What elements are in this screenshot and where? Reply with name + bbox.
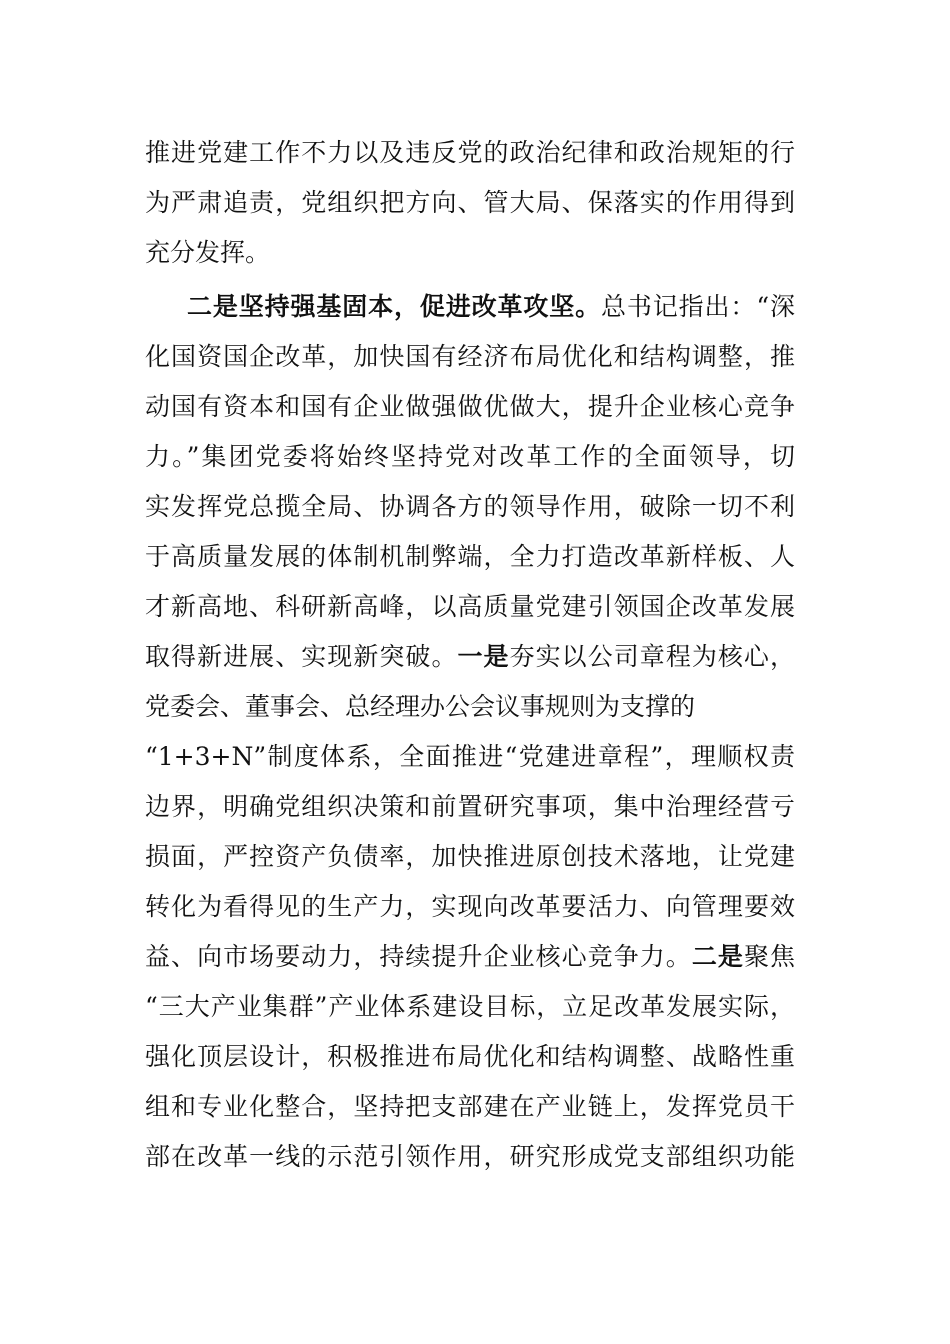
- paragraph-2-line-4: 力。”集团党委将始终坚持党对改革工作的全面领导，切: [145, 442, 795, 471]
- paragraph-2-line-8-post: 夯实以公司章程为核心，: [509, 642, 795, 671]
- paragraph-2-line-8-pre: 取得新进展、实现新突破。: [145, 642, 458, 671]
- paragraph-2-line-3: 动国有资本和国有企业做强做优做大，提升企业核心竞争: [145, 392, 795, 421]
- paragraph-2-line-16: 强化顶层设计，积极推进布局优化和结构调整、战略性重: [145, 1042, 795, 1071]
- paragraph-2-line-2: 化国资国企改革，加快国有经济布局优化和结构调整，推: [145, 342, 795, 371]
- paragraph-2-line-13: 转化为看得见的生产力，实现向改革要活力、向管理要效: [145, 892, 795, 921]
- paragraph-1-line-3: 充分发挥。: [145, 238, 271, 267]
- paragraph-2-line-15: “三大产业集群”产业体系建设目标，立足改革发展实际，: [145, 992, 795, 1021]
- paragraph-1-line-1: 推进党建工作不力以及违反党的政治纪律和政治规矩的行: [145, 138, 795, 167]
- paragraph-2-line-7: 才新高地、科研新高峰，以高质量党建引领国企改革发展: [145, 592, 795, 621]
- document-body: [145, 128, 795, 1182]
- paragraph-2-line-5: 实发挥党总揽全局、协调各方的领导作用，破除一切不利: [145, 492, 795, 521]
- paragraph-2-line-18: 部在改革一线的示范引领作用，研究形成党支部组织功能: [145, 1142, 795, 1171]
- paragraph-2-line-17: 组和专业化整合，坚持把支部建在产业链上，发挥党员干: [145, 1092, 795, 1121]
- paragraph-2-line-14-pre: 益、向市场要动力，持续提升企业核心竞争力。: [145, 942, 692, 971]
- paragraph-2-line-6: 于高质量发展的体制机制弊端，全力打造改革新样板、人: [145, 542, 795, 571]
- paragraph-2-line-1-text: 总书记指出：“深: [601, 292, 795, 321]
- paragraph-2-heading: 二是坚持强基固本，促进改革攻坚。: [187, 292, 602, 321]
- paragraph-2-line-10: “1+3+N”制度体系，全面推进“党建进章程”，理顺权责: [145, 742, 795, 771]
- paragraph-2-line-1: [145, 282, 795, 332]
- paragraph-1-line-2: 为严肃追责，党组织把方向、管大局、保落实的作用得到: [145, 188, 795, 217]
- paragraph-2-line-11: 边界，明确党组织决策和前置研究事项，集中治理经营亏: [145, 792, 795, 821]
- paragraph-2-line-12: 损面，严控资产负债率，加快推进原创技术落地，让党建: [145, 842, 795, 871]
- paragraph-2-line-8: [145, 632, 795, 682]
- paragraph-2-line-9: 党委会、董事会、总经理办公会议事规则为支撑的: [145, 692, 696, 721]
- paragraph-2-line-14-post: 聚焦: [743, 942, 795, 971]
- point-one-label: 一是: [457, 642, 510, 671]
- point-two-label: 二是: [691, 942, 744, 971]
- paragraph-2-line-14: [145, 932, 795, 982]
